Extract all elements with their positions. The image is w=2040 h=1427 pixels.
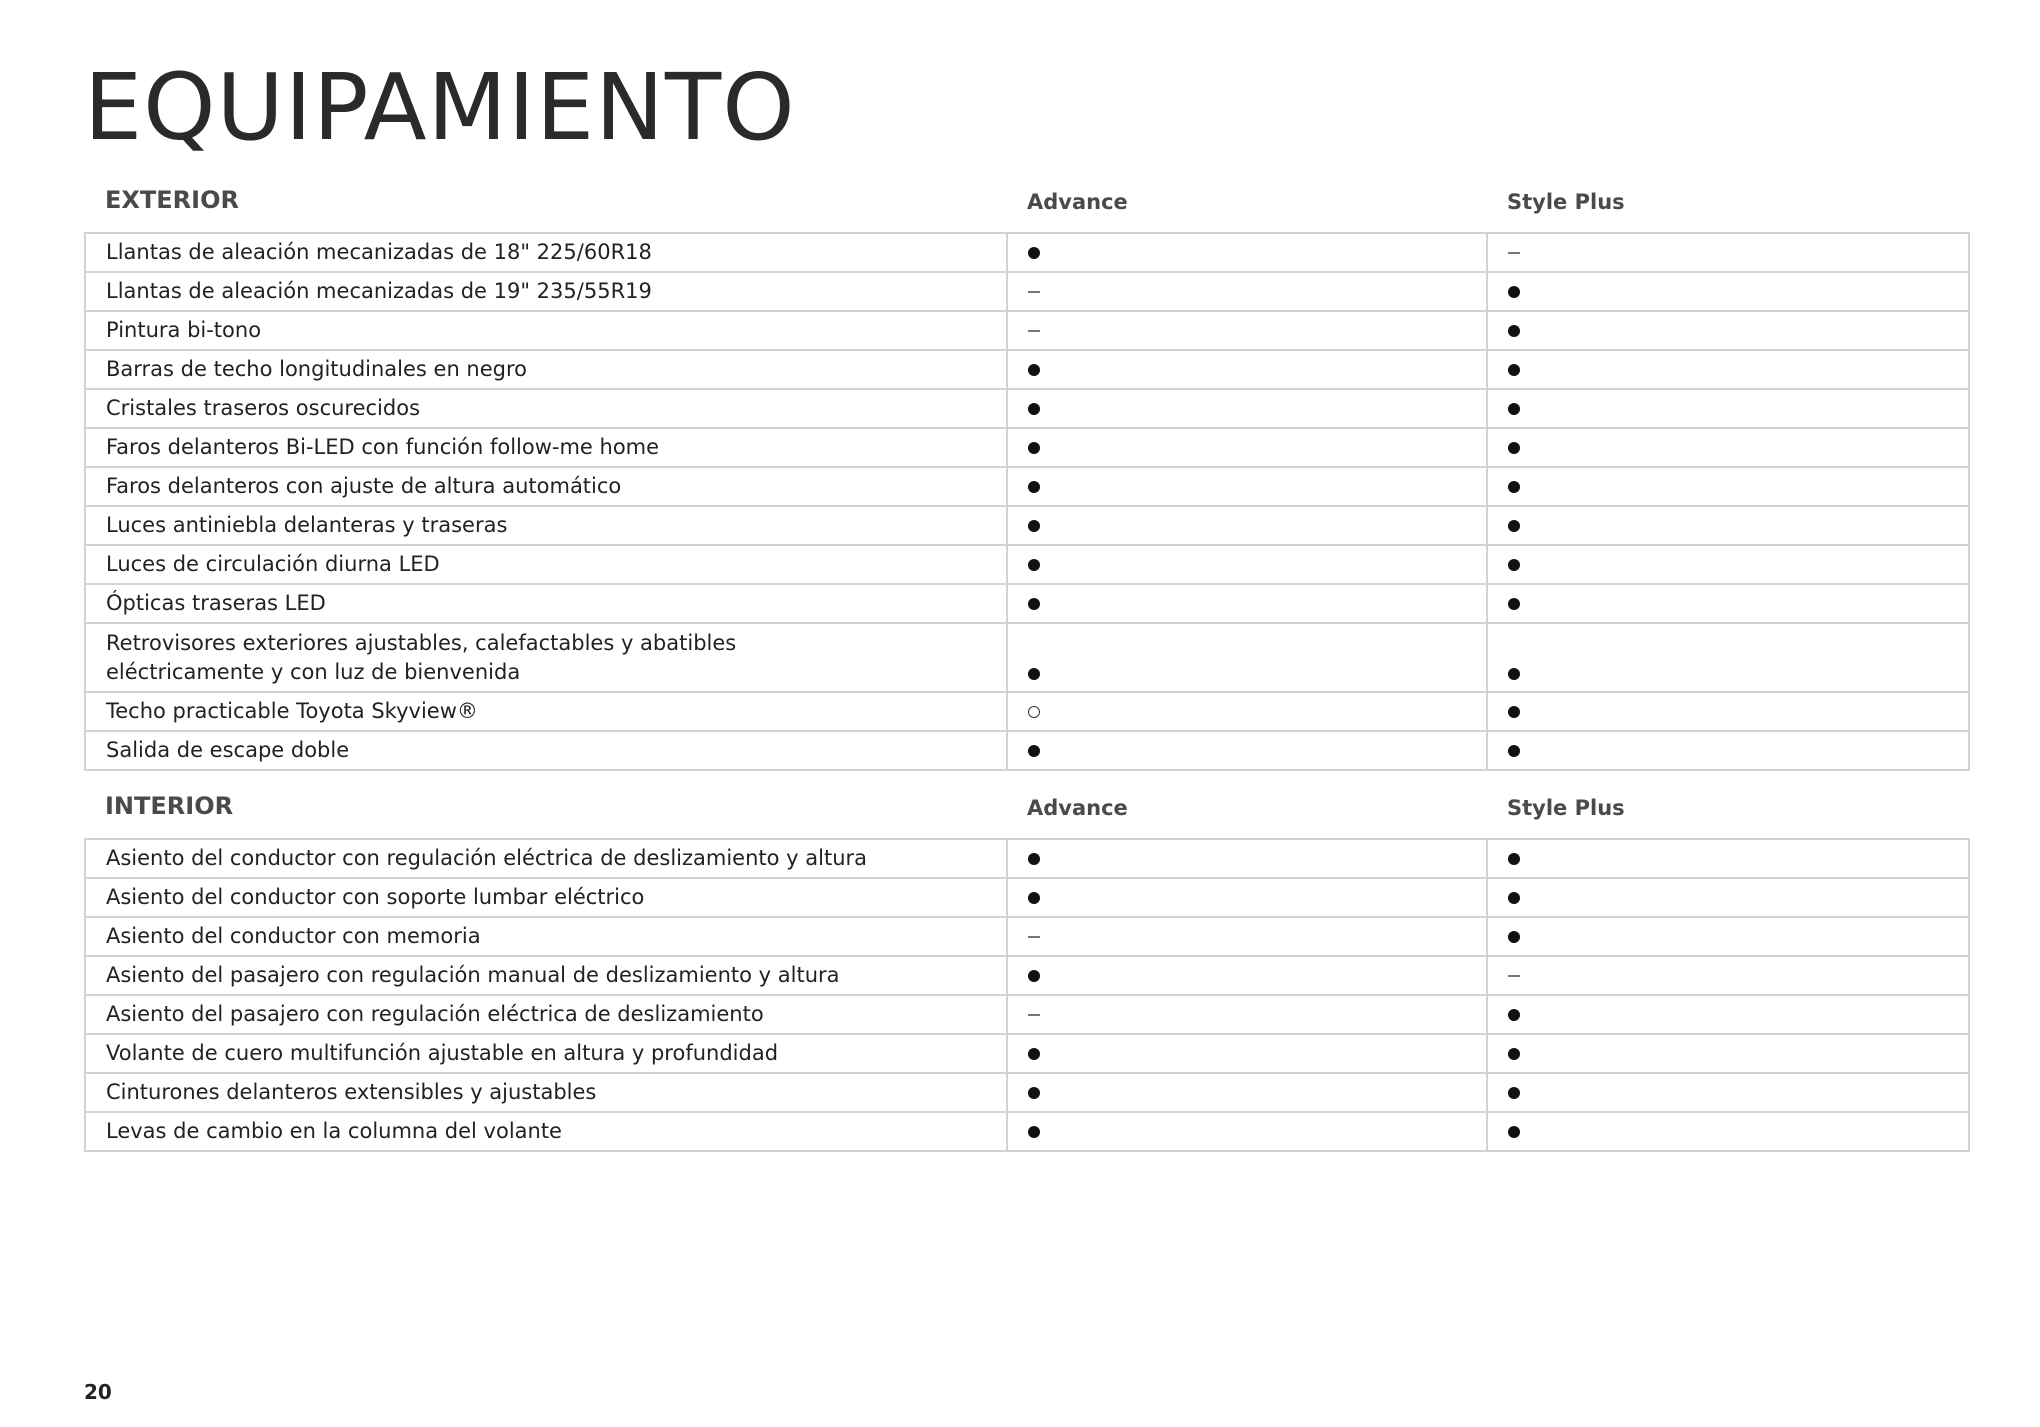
advance-cell bbox=[1007, 878, 1487, 917]
table-row bbox=[85, 956, 1969, 995]
style-plus-not-available-icon bbox=[1508, 252, 1520, 254]
feature-cell bbox=[85, 1034, 1007, 1073]
style-plus-standard-icon bbox=[1508, 481, 1520, 493]
feature-label: Luces antiniebla delanteras y traseras bbox=[106, 513, 508, 537]
feature-label: Asiento del pasajero con regulación eléctrica de deslizamiento bbox=[106, 1002, 764, 1026]
advance-not-available-icon bbox=[1028, 330, 1040, 332]
style-plus-standard-icon bbox=[1508, 598, 1520, 610]
feature-label: Asiento del conductor con regulación eléctrica de deslizamiento y altura bbox=[106, 846, 868, 870]
advance-standard-icon bbox=[1028, 247, 1040, 259]
advance-standard-icon bbox=[1028, 481, 1040, 493]
style-plus-cell bbox=[1487, 878, 1969, 917]
feature-label: Faros delanteros Bi-LED con función follow-me home bbox=[106, 435, 660, 459]
advance-standard-icon bbox=[1028, 853, 1040, 865]
style-plus-cell bbox=[1487, 995, 1969, 1034]
style-plus-standard-icon bbox=[1508, 1048, 1520, 1060]
style-plus-cell bbox=[1487, 311, 1969, 350]
table-row bbox=[85, 839, 1969, 878]
feature-cell bbox=[85, 506, 1007, 545]
column-header-style-plus: Style Plus bbox=[1507, 190, 1625, 214]
interior-section bbox=[84, 788, 1968, 1152]
style-plus-cell bbox=[1487, 839, 1969, 878]
advance-standard-icon bbox=[1028, 520, 1040, 532]
style-plus-standard-icon bbox=[1508, 892, 1520, 904]
feature-label: Asiento del pasajero con regulación manual de deslizamiento y altura bbox=[106, 963, 840, 987]
feature-cell bbox=[85, 311, 1007, 350]
feature-cell bbox=[85, 692, 1007, 731]
style-plus-cell bbox=[1487, 389, 1969, 428]
advance-standard-icon bbox=[1028, 442, 1040, 454]
style-plus-standard-icon bbox=[1508, 520, 1520, 532]
feature-label: Faros delanteros con ajuste de altura automático bbox=[106, 474, 622, 498]
style-plus-standard-icon bbox=[1508, 668, 1520, 680]
advance-not-available-icon bbox=[1028, 291, 1040, 293]
exterior-header bbox=[84, 182, 1968, 232]
advance-standard-icon bbox=[1028, 1126, 1040, 1138]
advance-cell bbox=[1007, 956, 1487, 995]
feature-label: Barras de techo longitudinales en negro bbox=[106, 357, 528, 381]
feature-cell bbox=[85, 1112, 1007, 1151]
feature-cell bbox=[85, 428, 1007, 467]
style-plus-cell bbox=[1487, 1073, 1969, 1112]
feature-cell bbox=[85, 731, 1007, 770]
feature-cell bbox=[85, 917, 1007, 956]
feature-label: Ópticas traseras LED bbox=[106, 591, 326, 615]
feature-label: Asiento del conductor con memoria bbox=[106, 924, 481, 948]
feature-label: Llantas de aleación mecanizadas de 19" 235/55R19 bbox=[106, 279, 652, 303]
style-plus-cell bbox=[1487, 506, 1969, 545]
style-plus-cell bbox=[1487, 350, 1969, 389]
advance-cell bbox=[1007, 1073, 1487, 1112]
feature-cell bbox=[85, 389, 1007, 428]
advance-cell bbox=[1007, 545, 1487, 584]
advance-cell bbox=[1007, 995, 1487, 1034]
column-header-advance: Advance bbox=[1027, 796, 1128, 820]
feature-cell bbox=[85, 623, 1007, 692]
advance-cell bbox=[1007, 584, 1487, 623]
style-plus-cell bbox=[1487, 233, 1969, 272]
style-plus-standard-icon bbox=[1508, 442, 1520, 454]
feature-label: Levas de cambio en la columna del volante bbox=[106, 1119, 562, 1143]
advance-cell bbox=[1007, 272, 1487, 311]
table-row bbox=[85, 428, 1969, 467]
advance-standard-icon bbox=[1028, 970, 1040, 982]
advance-not-available-icon bbox=[1028, 936, 1040, 938]
table-row bbox=[85, 731, 1969, 770]
style-plus-cell bbox=[1487, 956, 1969, 995]
style-plus-cell bbox=[1487, 1034, 1969, 1073]
feature-label: Volante de cuero multifunción ajustable en altura y profundidad bbox=[106, 1041, 779, 1065]
table-row bbox=[85, 692, 1969, 731]
advance-cell bbox=[1007, 350, 1487, 389]
table-row bbox=[85, 995, 1969, 1034]
feature-cell bbox=[85, 350, 1007, 389]
feature-label: Salida de escape doble bbox=[106, 738, 350, 762]
advance-cell bbox=[1007, 623, 1487, 692]
advance-standard-icon bbox=[1028, 668, 1040, 680]
advance-cell bbox=[1007, 1034, 1487, 1073]
advance-standard-icon bbox=[1028, 745, 1040, 757]
style-plus-standard-icon bbox=[1508, 364, 1520, 376]
table-row bbox=[85, 1073, 1969, 1112]
style-plus-standard-icon bbox=[1508, 1126, 1520, 1138]
advance-optional-icon bbox=[1028, 706, 1040, 718]
feature-label: Techo practicable Toyota Skyview® bbox=[106, 699, 478, 723]
style-plus-standard-icon bbox=[1508, 1087, 1520, 1099]
style-plus-not-available-icon bbox=[1508, 975, 1520, 977]
table-row bbox=[85, 545, 1969, 584]
interior-table bbox=[84, 838, 1970, 1152]
style-plus-standard-icon bbox=[1508, 745, 1520, 757]
style-plus-standard-icon bbox=[1508, 853, 1520, 865]
style-plus-cell bbox=[1487, 428, 1969, 467]
advance-cell bbox=[1007, 692, 1487, 731]
style-plus-cell bbox=[1487, 545, 1969, 584]
page-title: EQUIPAMIENTO bbox=[84, 54, 796, 161]
feature-label: Luces de circulación diurna LED bbox=[106, 552, 440, 576]
table-row bbox=[85, 272, 1969, 311]
table-row bbox=[85, 917, 1969, 956]
feature-label: Cristales traseros oscurecidos bbox=[106, 396, 421, 420]
style-plus-cell bbox=[1487, 917, 1969, 956]
advance-cell bbox=[1007, 233, 1487, 272]
style-plus-cell bbox=[1487, 1112, 1969, 1151]
style-plus-standard-icon bbox=[1508, 706, 1520, 718]
style-plus-cell bbox=[1487, 692, 1969, 731]
feature-label: Cinturones delanteros extensibles y ajustables bbox=[106, 1080, 597, 1104]
style-plus-cell bbox=[1487, 623, 1969, 692]
advance-cell bbox=[1007, 731, 1487, 770]
style-plus-standard-icon bbox=[1508, 325, 1520, 337]
advance-cell bbox=[1007, 1112, 1487, 1151]
section-title-exterior: EXTERIOR bbox=[105, 186, 239, 214]
table-row bbox=[85, 506, 1969, 545]
style-plus-standard-icon bbox=[1508, 1009, 1520, 1021]
table-row bbox=[85, 623, 1969, 692]
style-plus-cell bbox=[1487, 467, 1969, 506]
advance-standard-icon bbox=[1028, 1087, 1040, 1099]
feature-cell bbox=[85, 584, 1007, 623]
feature-label: Pintura bi-tono bbox=[106, 318, 262, 342]
feature-cell bbox=[85, 233, 1007, 272]
column-header-style-plus: Style Plus bbox=[1507, 796, 1625, 820]
table-row bbox=[85, 350, 1969, 389]
feature-cell bbox=[85, 1073, 1007, 1112]
exterior-section bbox=[84, 182, 1968, 771]
style-plus-standard-icon bbox=[1508, 286, 1520, 298]
table-row bbox=[85, 233, 1969, 272]
table-row bbox=[85, 311, 1969, 350]
advance-cell bbox=[1007, 311, 1487, 350]
advance-standard-icon bbox=[1028, 364, 1040, 376]
feature-label: Retrovisores exteriores ajustables, calefactables y abatibles bbox=[106, 630, 737, 655]
feature-label: Asiento del conductor con soporte lumbar eléctrico bbox=[106, 885, 645, 909]
table-row bbox=[85, 1112, 1969, 1151]
advance-not-available-icon bbox=[1028, 1014, 1040, 1016]
table-row bbox=[85, 584, 1969, 623]
style-plus-cell bbox=[1487, 731, 1969, 770]
advance-cell bbox=[1007, 428, 1487, 467]
advance-cell bbox=[1007, 839, 1487, 878]
exterior-table bbox=[84, 232, 1970, 771]
style-plus-standard-icon bbox=[1508, 559, 1520, 571]
advance-cell bbox=[1007, 917, 1487, 956]
table-row bbox=[85, 878, 1969, 917]
feature-cell bbox=[85, 878, 1007, 917]
feature-cell bbox=[85, 545, 1007, 584]
table-row bbox=[85, 389, 1969, 428]
table-row bbox=[85, 1034, 1969, 1073]
advance-standard-icon bbox=[1028, 892, 1040, 904]
feature-cell bbox=[85, 995, 1007, 1034]
feature-label-line2: eléctricamente y con luz de bienvenida bbox=[106, 659, 521, 684]
interior-header bbox=[84, 788, 1968, 838]
advance-cell bbox=[1007, 506, 1487, 545]
advance-standard-icon bbox=[1028, 598, 1040, 610]
section-title-interior: INTERIOR bbox=[105, 792, 234, 820]
column-header-advance: Advance bbox=[1027, 190, 1128, 214]
advance-cell bbox=[1007, 467, 1487, 506]
advance-cell bbox=[1007, 389, 1487, 428]
feature-cell bbox=[85, 467, 1007, 506]
feature-cell bbox=[85, 272, 1007, 311]
advance-standard-icon bbox=[1028, 1048, 1040, 1060]
advance-standard-icon bbox=[1028, 403, 1040, 415]
feature-label: Llantas de aleación mecanizadas de 18" 225/60R18 bbox=[106, 240, 652, 264]
feature-cell bbox=[85, 956, 1007, 995]
style-plus-cell bbox=[1487, 584, 1969, 623]
advance-standard-icon bbox=[1028, 559, 1040, 571]
style-plus-standard-icon bbox=[1508, 931, 1520, 943]
page-number: 20 bbox=[84, 1380, 112, 1404]
style-plus-cell bbox=[1487, 272, 1969, 311]
table-row bbox=[85, 467, 1969, 506]
feature-cell bbox=[85, 839, 1007, 878]
style-plus-standard-icon bbox=[1508, 403, 1520, 415]
